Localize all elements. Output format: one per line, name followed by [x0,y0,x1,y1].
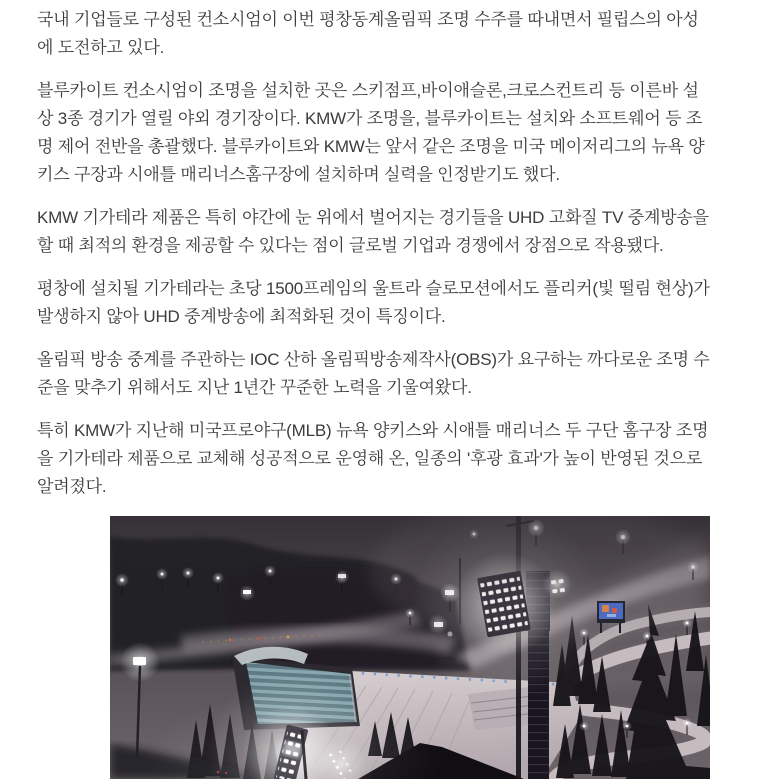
article-paragraph: 국내 기업들로 구성된 컨소시엄이 이번 평창동계올림픽 조명 수주를 따내면서 필립스의 아성에 도전하고 있다. [37,10,699,57]
article-paragraph: KMW 기가테라 제품은 특히 야간에 눈 위에서 벌어지는 경기들을 UHD 고화질 TV 중계방송을 할 때 최적의 환경을 제공할 수 있다는 점이 글로벌 기업과 경쟁에서 장점으로 작용됐다. [37,208,709,255]
photo-fog-overlay [110,516,710,779]
article-paragraph: 특히 KMW가 지난해 미국프로야구(MLB) 뉴욕 양키스와 시애틀 매리너스 두 구단 홈구장 조명을 기가테라 제품으로 교체해 성공적으로 운영해 온, 일종의 '후광 효과'가 높이 반영된 것으로 알려졌다. [37,421,709,496]
article-paragraph: 블루카이트 컨소시엄이 조명을 설치한 곳은 스키점프,바이애슬론,크로스컨트리 등 이른바 설상 3종 경기가 열릴 야외 경기장이다. KMW가 조명을, 블루카이트는 설치와 소프트웨어 등 조명 제어 전반을 총괄했다. 블루카이트와 KMW는 앞서 같은 조명을 미국 메이저리그의 뉴욕 양키스 구장과 시애틀 매리너스홈구장에 설치하며 실력을 인정받기도 했다. [37,81,705,184]
venue-night-illustration [110,516,710,779]
article-photo [110,516,710,779]
article-paragraph: 올림픽 방송 중계를 주관하는 IOC 산하 올림픽방송제작사(OBS)가 요구하는 까다로운 조명 수준을 맞추기 위해서도 지난 1년간 꾸준한 노력을 기울여왔다. [37,350,710,397]
article-paragraph: 평창에 설치될 기가테라는 초당 1500프레임의 울트라 슬로모션에서도 플리커(빛 떨림 현상)가 발생하지 않아 UHD 중계방송에 최적화된 것이 특징이다. [37,279,710,326]
